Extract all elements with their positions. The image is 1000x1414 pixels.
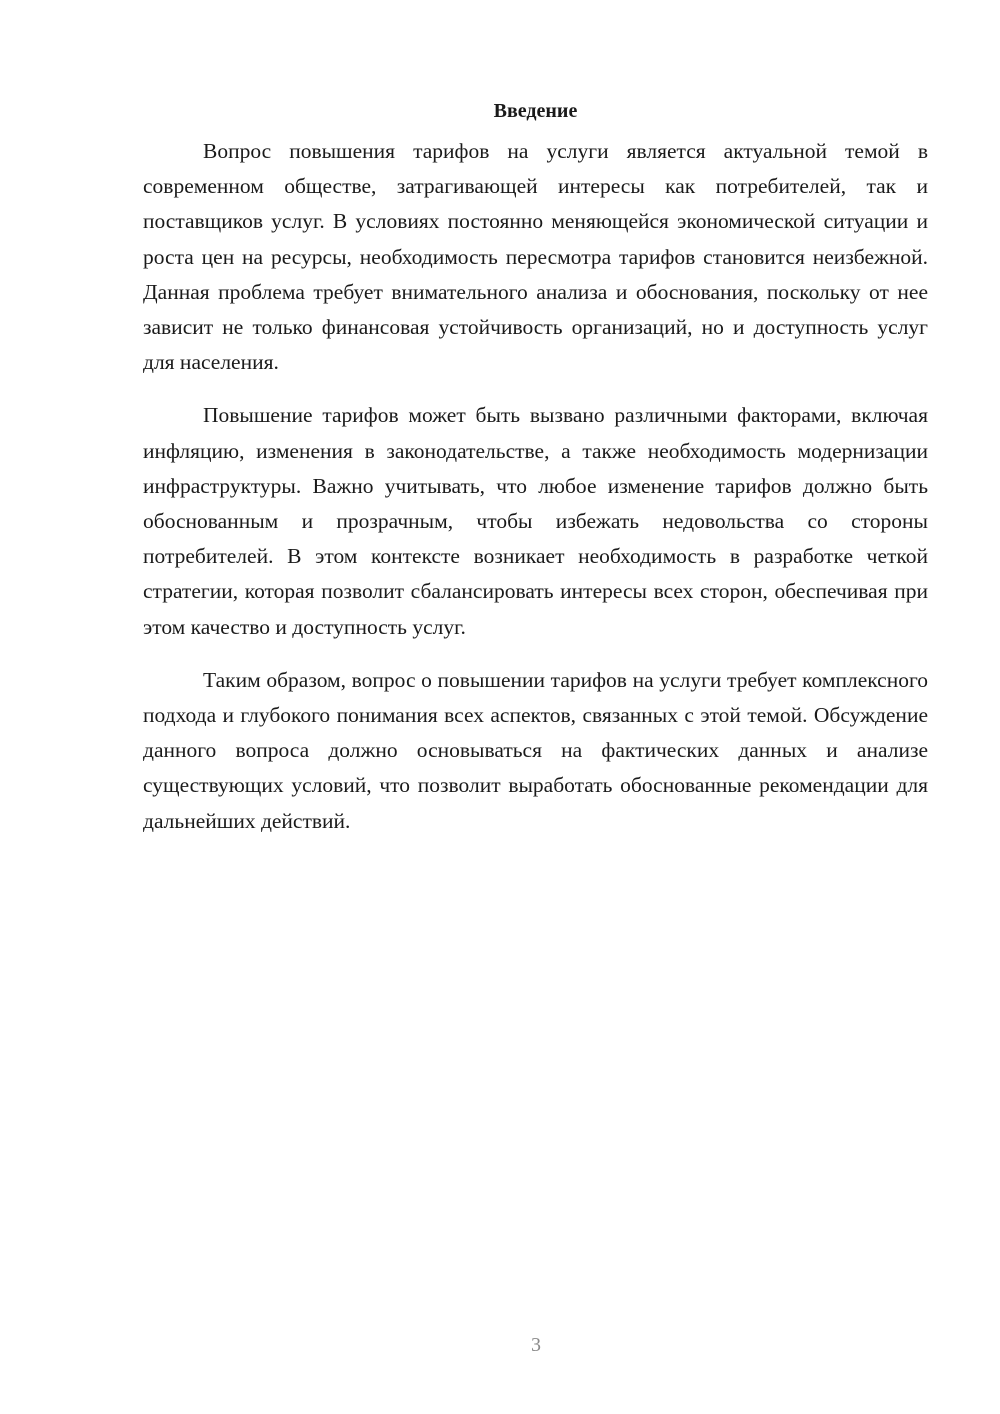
paragraph-3: Таким образом, вопрос о повышении тарифов на услуги требует комплексного подхода и глубокого понимания всех аспектов, связанных с этой темой. Обсуждение данного вопроса должно основываться на фактических данных и анализе существующих условий, что позволит выработать обоснованные рекомендации для дальнейших действий.	[143, 667, 928, 833]
page-content	[143, 94, 928, 857]
section-heading: Введение	[493, 100, 578, 122]
paragraph-2: Повышение тарифов может быть вызвано различными факторами, включая инфляцию, изменения в законодательстве, а также необходимость модернизации инфраструктуры. Важно учитывать, что любое изменение тарифов должно быть обоснованным и прозрачным, чтобы избежать недовольства со стороны потребителей. В этом контексте возникает необходимость в разработке четкой стратегии, которая позволит сбалансировать интересы всех сторон, обеспечивая при этом качество и доступность услуг.	[143, 403, 928, 639]
paragraph-1: Вопрос повышения тарифов на услуги является актуальной темой в современном обществе, затрагивающей интересы как потребителей, так и поставщиков услуг. В условиях постоянно меняющейся экономической ситуации и роста цен на ресурсы, необходимость пересмотра тарифов становится неизбежной. Данная проблема требует внимательного анализа и обоснования, поскольку от нее зависит не только финансовая устойчивость организаций, но и доступность услуг для населения.	[143, 139, 928, 375]
page-number: 3	[531, 1334, 541, 1356]
